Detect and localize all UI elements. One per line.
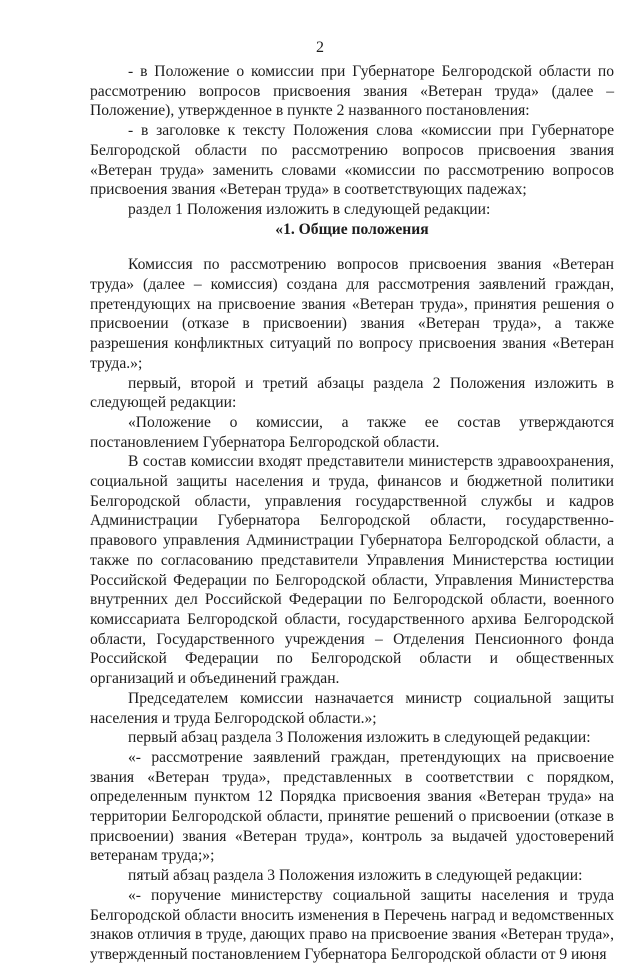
paragraph: Председателем комиссии назначается министр социальной защиты населения и труда Белгородской области.»; bbox=[90, 689, 614, 727]
document-body bbox=[90, 62, 614, 965]
paragraph: Комиссия по рассмотрению вопросов присвоения звания «Ветеран труда» (далее – комиссия) создана для рассмотрения заявлений граждан, претендующих на присвоение звания «Ветеран труда», принятия решения о присвоении (отказе в присвоении) звания «Ветеран труда», а также разрешения конфликтных ситуаций по вопросу присвоения звания «Ветеран труда.»; bbox=[90, 256, 614, 372]
paragraph: «- поручение министерству социальной защиты населения и труда Белгородской области вносить изменения в Перечень наград и ведомственных знаков отличия в труде, дающих право на присвоение звания «Ветеран труда», утвержденный постановлением Губернатора Белгородской области от 9 июня bbox=[90, 886, 614, 963]
paragraph: - в Положение о комиссии при Губернаторе Белгородской области по рассмотрению вопросов присвоения звания «Ветеран труда» (далее – Положение), утвержденное в пункте 2 названного постановления: bbox=[90, 63, 614, 120]
paragraph: первый, второй и третий абзацы раздела 2 Положения изложить в следующей редакции: bbox=[90, 374, 614, 412]
page-number: 2 bbox=[316, 39, 324, 56]
paragraph: «- рассмотрение заявлений граждан, претендующих на присвоение звания «Ветеран труда», представленных в соответствии с порядком, определенным пунктом 12 Порядка присвоения звания «Ветеран труда» на территории Белгородской области, принятие решений о присвоении (отказе в присвоении) звания «Ветеран труда», контроль за выдачей удостоверений ветеранам труда;»; bbox=[90, 748, 614, 865]
section-heading: «1. Общие положения bbox=[275, 220, 429, 238]
paragraph: первый абзац раздела 3 Положения изложить в следующей редакции: bbox=[128, 729, 591, 747]
paragraph: пятый абзац раздела 3 Положения изложить в следующей редакции: bbox=[128, 867, 583, 885]
paragraph: раздел 1 Положения изложить в следующей редакции: bbox=[128, 200, 491, 218]
paragraph: В состав комиссии входят представители министерств здравоохранения, социальной защиты населения и труда, финансов и бюджетной политики Белгородской области, управления государственной службы и кадров Администрации Губернатора Белгородской области, государственно-правового управления Администрации Губернатора Белгородской области, а также по согласованию представители Управления Министерства юстиции Российской Федерации по Белгородской области, Управления Министерства внутренних дел Российской Федерации по Белгородской области, военного комиссариата Белгородской области, государственного архива Белгородской области, Государственного учреждения – Отделения Пенсионного фонда Российской Федерации по Белгородской области и общественных организаций и объединений граждан. bbox=[90, 453, 614, 688]
paragraph: - в заголовке к тексту Положения слова «комиссии при Губернаторе Белгородской области по рассмотрению вопросов присвоения звания «Ветеран труда» заменить словами «комиссии по рассмотрению вопросов присвоения звания «Ветеран труда» в соответствующих падежах; bbox=[90, 122, 614, 199]
paragraph: «Положение о комиссии, а также ее состав утверждаются постановлением Губернатора Белгородской области. bbox=[90, 413, 614, 451]
